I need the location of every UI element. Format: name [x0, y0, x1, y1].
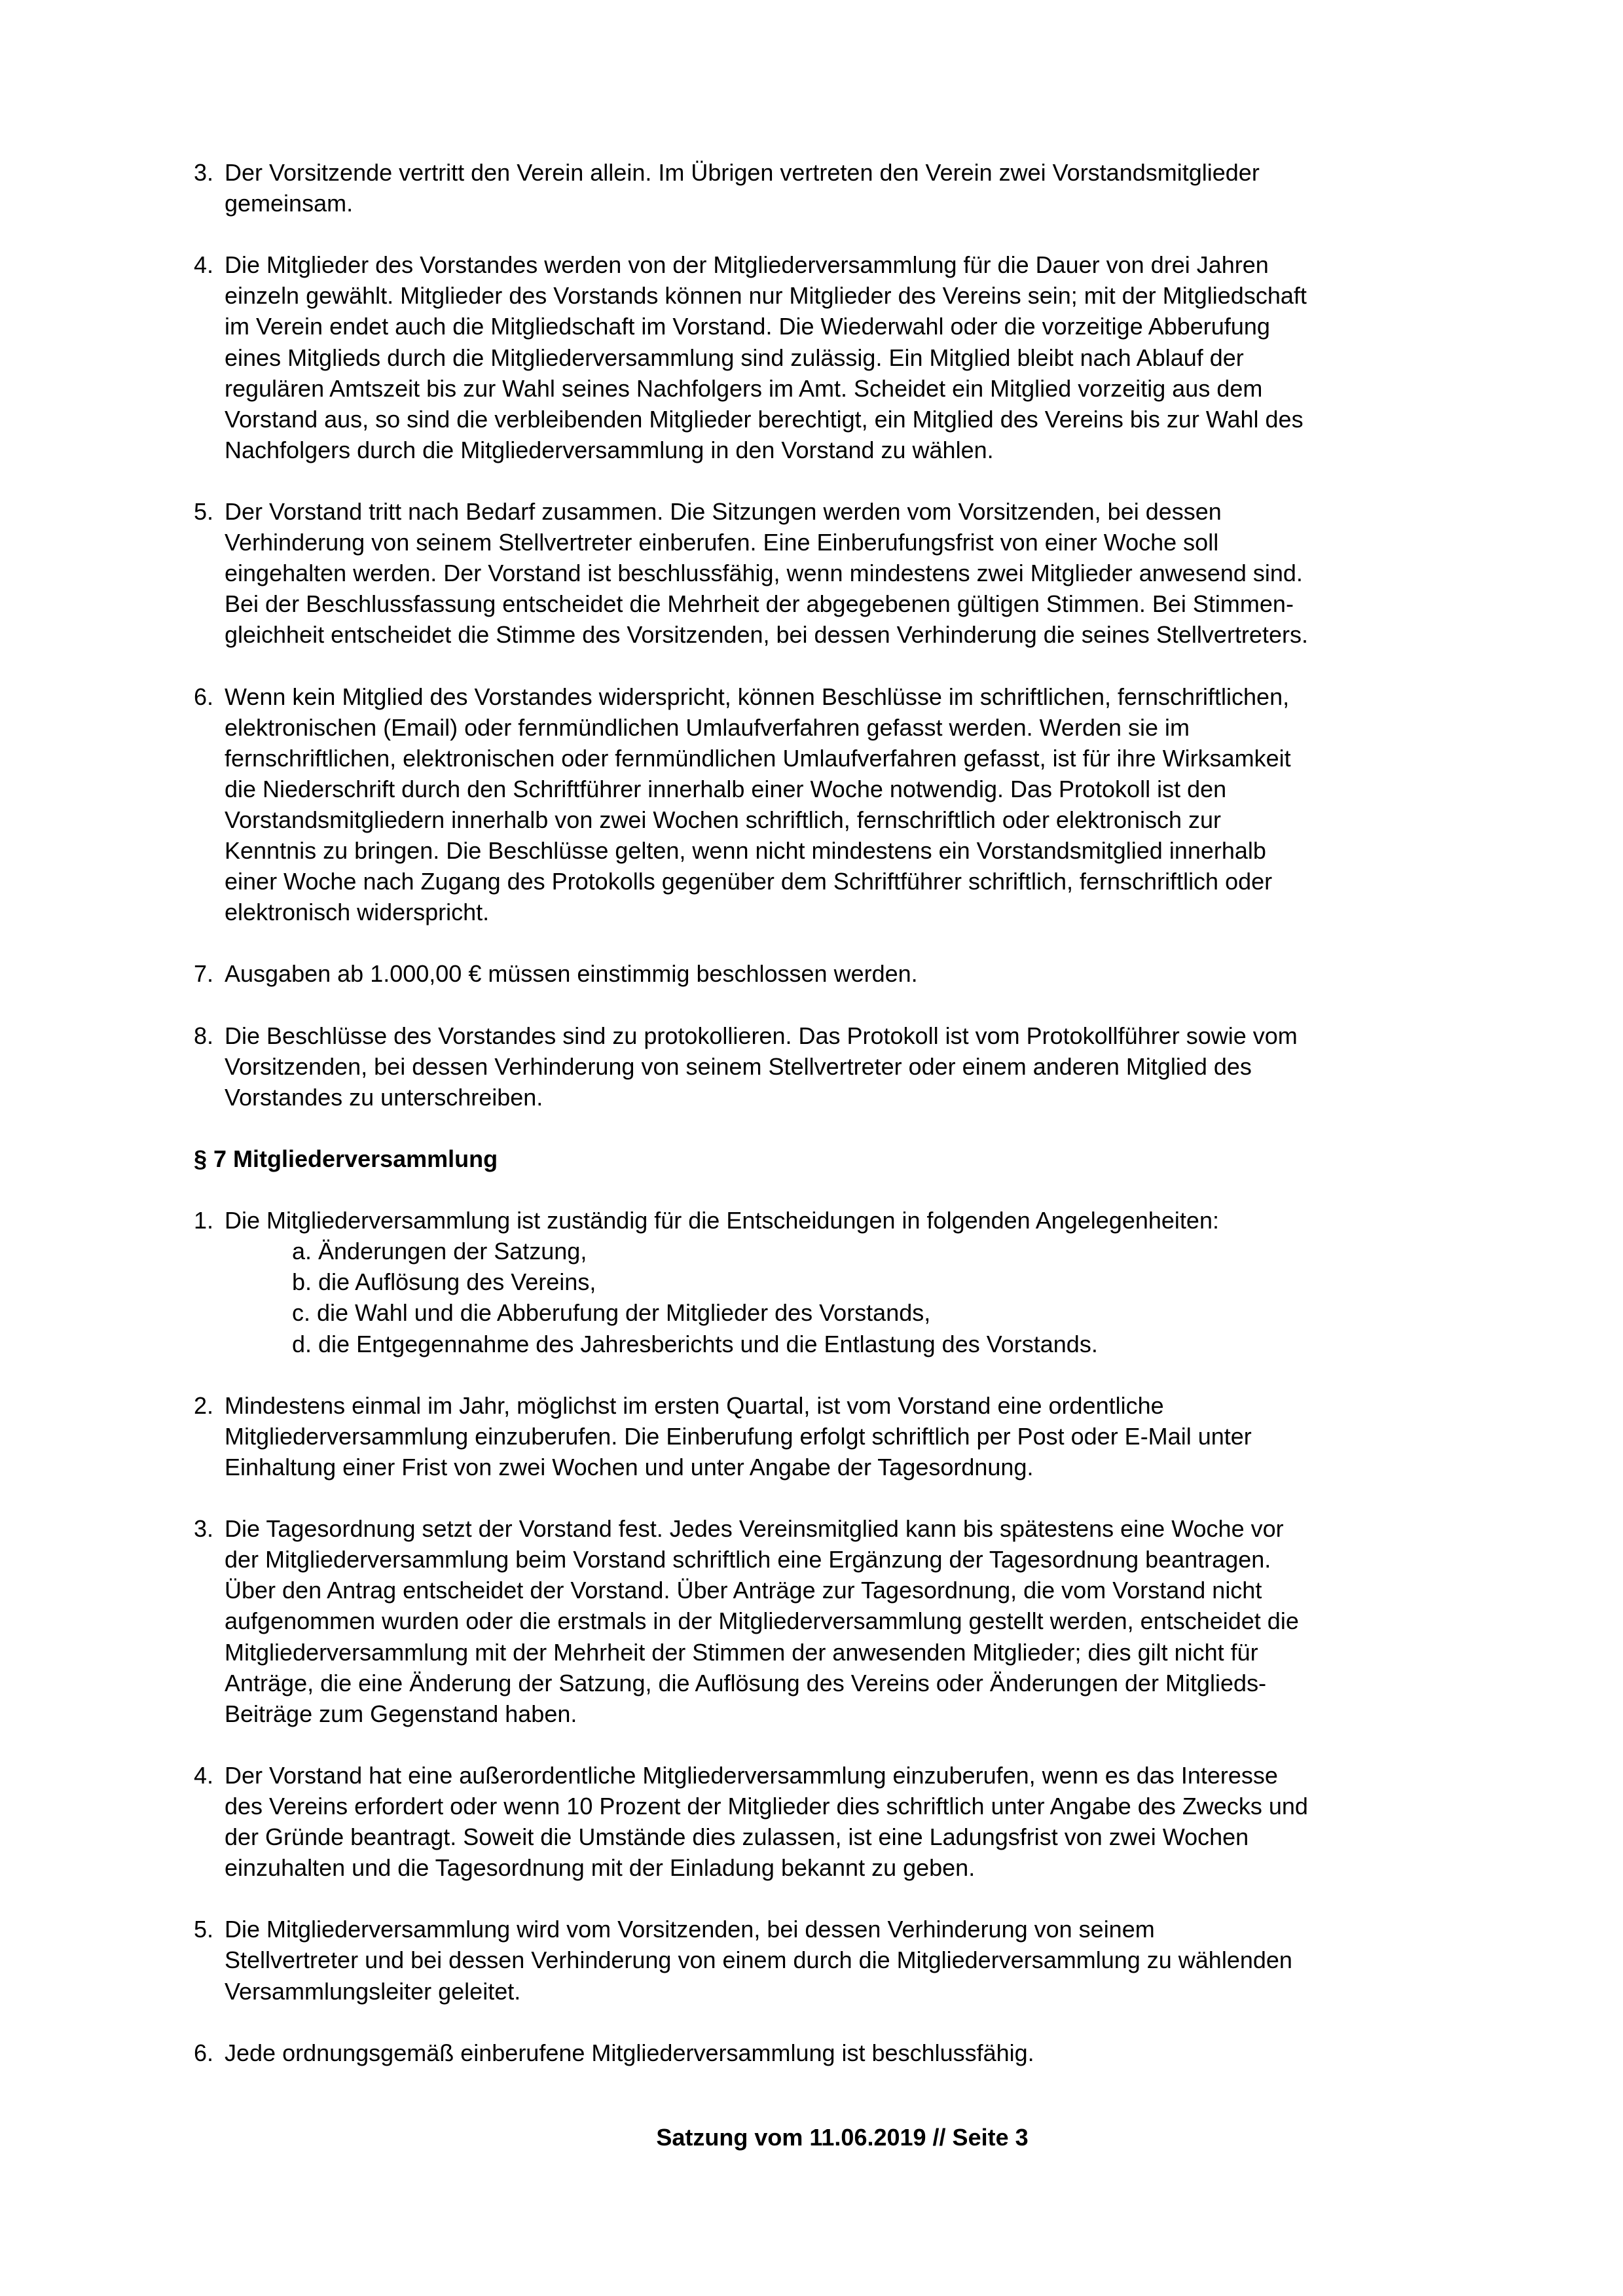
list-item-text: Bei der Beschlussfassung entscheidet die Mehrheit der abgegebenen gültigen Stimmen. Bei Stimmen- — [225, 590, 1294, 618]
sub-list-item — [194, 1266, 1490, 1297]
list-item-text: Verhinderung von seinem Stellvertreter einberufen. Eine Einberufungsfrist von einer Woche soll — [225, 529, 1219, 556]
list-item-continuation — [194, 1082, 1490, 1113]
list-item-number: 7. — [194, 960, 214, 988]
list-item-continuation — [194, 558, 1490, 588]
list-item-text: einzeln gewählt. Mitglieder des Vorstands können nur Mitglieder des Vereins sein; mit der Mitgliedschaft — [225, 282, 1307, 310]
list-item-text: Die Mitgliederversammlung ist zuständig für die Entscheidungen in folgenden Angelegenheiten: — [225, 1207, 1219, 1234]
blank-line — [194, 2007, 1490, 2037]
list-item-continuation — [194, 1668, 1490, 1698]
list-item-text: Mitgliederversammlung einzuberufen. Die Einberufung erfolgt schriftlich per Post oder E-Mail unter — [225, 1422, 1252, 1450]
list-item-text: der Mitgliederversammlung beim Vorstand schriftlich eine Ergänzung der Tagesordnung beantragen. — [225, 1546, 1271, 1573]
blank-line — [194, 1174, 1490, 1205]
list-item-number: 3. — [194, 159, 214, 186]
list-item-continuation — [194, 527, 1490, 558]
list-item-number: 4. — [194, 251, 214, 279]
list-item-text: Mindestens einmal im Jahr, möglichst im ersten Quartal, ist vom Vorstand eine ordentliche — [225, 1391, 1164, 1419]
list-item-continuation — [194, 1575, 1490, 1605]
sub-list-item — [194, 1297, 1490, 1328]
list-item-number: 6. — [194, 683, 214, 710]
blank-line — [194, 1883, 1490, 1914]
blank-line — [194, 1113, 1490, 1143]
list-item-continuation — [194, 1791, 1490, 1821]
list-item-text: Vorstand aus, so sind die verbleibenden Mitglieder berechtigt, ein Mitglied des Vereins bis zur Wahl des — [225, 405, 1304, 433]
list-item-continuation — [194, 1698, 1490, 1729]
list-item-text: Der Vorstand hat eine außerordentliche Mitgliederversammlung einzuberufen, wenn es das Interesse — [225, 1761, 1278, 1789]
page-content — [194, 157, 1490, 2068]
list-item-continuation — [194, 743, 1490, 774]
list-item-text: Wenn kein Mitglied des Vorstandes widerspricht, können Beschlüsse im schriftlichen, fernschriftlichen, — [225, 683, 1290, 710]
list-item-text: Kenntnis zu bringen. Die Beschlüsse gelten, wenn nicht mindestens ein Vorstandsmitglied innerhalb — [225, 837, 1266, 865]
list-item-number: 2. — [194, 1391, 214, 1419]
list-item-continuation — [194, 1821, 1490, 1852]
list-item-continuation — [194, 712, 1490, 743]
list-item — [194, 958, 1490, 989]
list-item-continuation — [194, 1976, 1490, 2007]
list-item-number: 4. — [194, 1761, 214, 1789]
list-item-text: Stellvertreter und bei dessen Verhinderung von einem durch die Mitgliederversammlung zu wählenden — [225, 1946, 1292, 1974]
list-item-text: des Vereins erfordert oder wenn 10 Prozent der Mitglieder dies schriftlich unter Angabe des Zwecks und — [225, 1792, 1308, 1820]
list-item-continuation — [194, 774, 1490, 804]
blank-line — [194, 465, 1490, 496]
list-item-continuation — [194, 1051, 1490, 1082]
list-item-continuation — [194, 404, 1490, 435]
list-item-continuation — [194, 588, 1490, 619]
list-item — [194, 496, 1490, 527]
list-item-text: Die Mitglieder des Vorstandes werden von der Mitgliederversammlung für die Dauer von drei Jahren — [225, 251, 1269, 279]
list-item-text: Der Vorstand tritt nach Bedarf zusammen. Die Sitzungen werden vom Vorsitzenden, bei dessen — [225, 498, 1222, 526]
list-item-number: 5. — [194, 1916, 214, 1943]
section-heading — [194, 1143, 1490, 1174]
blank-line — [194, 1359, 1490, 1390]
list-item-text: Beiträge zum Gegenstand haben. — [225, 1700, 577, 1727]
list-item-continuation — [194, 1452, 1490, 1482]
list-item — [194, 1513, 1490, 1544]
list-item-text: Nachfolgers durch die Mitgliederversammlung in den Vorstand zu wählen. — [225, 436, 994, 463]
list-item-text: Die Tagesordnung setzt der Vorstand fest. Jedes Vereinsmitglied kann bis spätestens eine Woche vor — [225, 1515, 1284, 1543]
list-item-text: Vorstandsmitgliedern innerhalb von zwei Wochen schriftlich, fernschriftlich oder elektronisch zur — [225, 806, 1222, 833]
list-item-number: 3. — [194, 1515, 214, 1543]
blank-line — [194, 927, 1490, 958]
list-item — [194, 157, 1490, 188]
list-item-continuation — [194, 311, 1490, 342]
list-item-text: Mitgliederversammlung mit der Mehrheit der Stimmen der anwesenden Mitglieder; dies gilt nicht für — [225, 1638, 1258, 1666]
list-item-continuation — [194, 835, 1490, 866]
list-item-number: 1. — [194, 1207, 214, 1234]
list-item-continuation — [194, 897, 1490, 927]
list-item-continuation — [194, 373, 1490, 404]
list-item-text: Vorstandes zu unterschreiben. — [225, 1083, 543, 1111]
list-item-text: Die Mitgliederversammlung wird vom Vorsitzenden, bei dessen Verhinderung von seinem — [225, 1916, 1155, 1943]
list-item-continuation — [194, 804, 1490, 835]
list-item-text: elektronisch widerspricht. — [225, 899, 490, 926]
list-item-text: einer Woche nach Zugang des Protokolls gegenüber dem Schriftführer schriftlich, fernschriftlich oder — [225, 868, 1273, 895]
list-item-number: 5. — [194, 498, 214, 526]
list-item-continuation — [194, 280, 1490, 311]
list-item-continuation — [194, 1945, 1490, 1975]
list-item-text: im Verein endet auch die Mitgliedschaft im Vorstand. Die Wiederwahl oder die vorzeitige Abberufung — [225, 313, 1270, 340]
list-item-text: Über den Antrag entscheidet der Vorstand. Über Anträge zur Tagesordnung, die vom Vorstand nicht — [225, 1577, 1262, 1604]
list-item-text: der Gründe beantragt. Soweit die Umstände dies zulassen, ist eine Ladungsfrist von zwei Wochen — [225, 1823, 1249, 1851]
sub-list-item-text: a. Änderungen der Satzung, — [292, 1238, 587, 1265]
list-item-text: Versammlungsleiter geleitet. — [225, 1977, 521, 2005]
list-item-continuation — [194, 435, 1490, 465]
list-item-number: 8. — [194, 1022, 214, 1049]
list-item-number: 6. — [194, 2039, 214, 2066]
blank-line — [194, 990, 1490, 1020]
list-item-continuation — [194, 619, 1490, 650]
list-item-text: Der Vorsitzende vertritt den Verein allein. Im Übrigen vertreten den Verein zwei Vorstandsmitglieder — [225, 159, 1260, 186]
list-item-text: eingehalten werden. Der Vorstand ist beschlussfähig, wenn mindestens zwei Mitglieder anwesend sind. — [225, 560, 1303, 587]
list-item-text: Anträge, die eine Änderung der Satzung, die Auflösung des Vereins oder Änderungen der Mitglieds- — [225, 1669, 1267, 1696]
list-item-continuation — [194, 188, 1490, 219]
list-item-continuation — [194, 1852, 1490, 1883]
list-item-text: aufgenommen wurden oder die erstmals in der Mitgliederversammlung gestellt werden, entscheidet die — [225, 1607, 1299, 1635]
list-item-text: eines Mitglieds durch die Mitgliederversammlung sind zulässig. Ein Mitglied bleibt nach Ablauf der — [225, 344, 1244, 371]
list-item-text: fernschriftlichen, elektronischen oder fernmündlichen Umlaufverfahren gefasst, ist für ihre Wirksamkeit — [225, 744, 1291, 772]
list-item-continuation — [194, 1544, 1490, 1575]
sub-list-item — [194, 1329, 1490, 1359]
list-item-text: Jede ordnungsgemäß einberufene Mitgliederversammlung ist beschlussfähig. — [225, 2039, 1034, 2066]
sub-list-item-text: b. die Auflösung des Vereins, — [292, 1268, 596, 1296]
list-item-continuation — [194, 342, 1490, 373]
list-item-text: Ausgaben ab 1.000,00 € müssen einstimmig beschlossen werden. — [225, 960, 918, 988]
sub-list-item — [194, 1236, 1490, 1266]
blank-line — [194, 651, 1490, 681]
list-item — [194, 1760, 1490, 1791]
list-item-text: einzuhalten und die Tagesordnung mit der Einladung bekannt zu geben. — [225, 1854, 976, 1882]
list-item-text: die Niederschrift durch den Schriftführer innerhalb einer Woche notwendig. Das Protokoll ist den — [225, 775, 1227, 802]
list-item-text: Die Beschlüsse des Vorstandes sind zu protokollieren. Das Protokoll ist vom Protokollführer sowie vom — [225, 1022, 1298, 1049]
section-heading-text: § 7 Mitgliederversammlung — [194, 1145, 498, 1172]
blank-line — [194, 219, 1490, 249]
list-item — [194, 681, 1490, 712]
list-item — [194, 1914, 1490, 1945]
list-item-continuation — [194, 1637, 1490, 1668]
list-item-text: gemeinsam. — [225, 190, 354, 217]
list-item-text: regulären Amtszeit bis zur Wahl seines Nachfolgers im Amt. Scheidet ein Mitglied vorzeitig aus dem — [225, 374, 1263, 402]
list-item — [194, 1020, 1490, 1051]
list-item-text: Vorsitzenden, bei dessen Verhinderung von seinem Stellvertreter oder einem anderen Mitglied des — [225, 1052, 1252, 1080]
list-item — [194, 1390, 1490, 1421]
list-item-continuation — [194, 1605, 1490, 1636]
list-item-text: gleichheit entscheidet die Stimme des Vorsitzenden, bei dessen Verhinderung die seines Stellvertreters. — [225, 621, 1308, 649]
blank-line — [194, 1482, 1490, 1513]
list-item — [194, 249, 1490, 280]
blank-line — [194, 1729, 1490, 1760]
list-item-text: elektronischen (Email) oder fernmündlichen Umlaufverfahren gefasst werden. Werden sie im — [225, 713, 1190, 741]
list-item — [194, 2037, 1490, 2068]
list-item-continuation — [194, 1421, 1490, 1452]
sub-list-item-text: c. die Wahl und die Abberufung der Mitglieder des Vorstands, — [292, 1299, 931, 1327]
page-footer: Satzung vom 11.06.2019 // Seite 3 — [656, 2124, 1029, 2151]
list-item — [194, 1205, 1490, 1236]
list-item-text: Einhaltung einer Frist von zwei Wochen und unter Angabe der Tagesordnung. — [225, 1453, 1034, 1480]
list-item-continuation — [194, 866, 1490, 897]
sub-list-item-text: d. die Entgegennahme des Jahresberichts und die Entlastung des Vorstands. — [292, 1330, 1098, 1357]
